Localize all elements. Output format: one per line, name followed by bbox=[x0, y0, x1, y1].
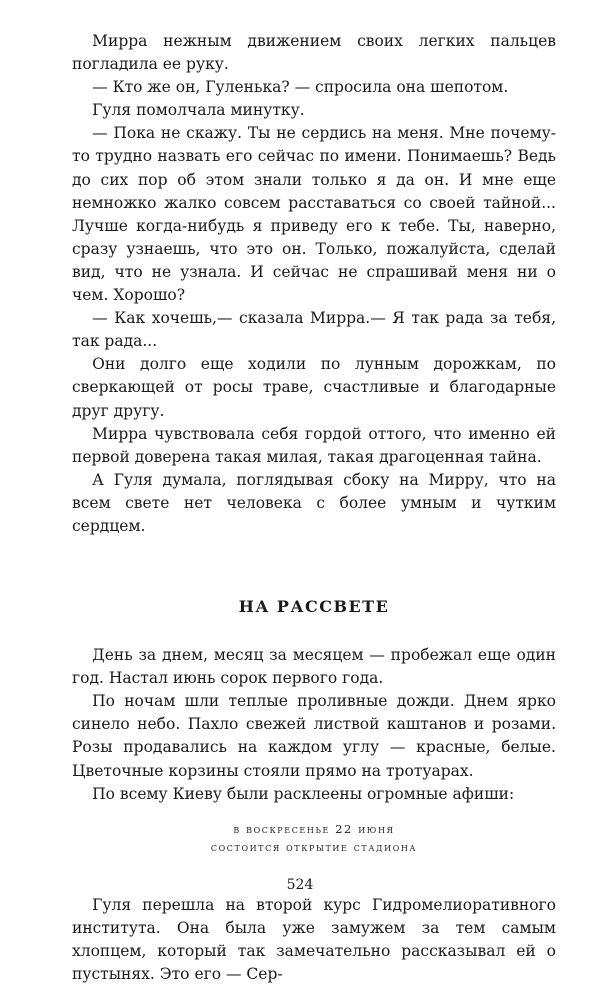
poster-line: в воскресенье 22 июня bbox=[233, 821, 395, 836]
poster-line: состоится открытие стадиона bbox=[210, 839, 418, 854]
paragraph: А Гуля думала, поглядывая сбоку на Мирру, что на всем свете нет человека с более умным и чутким сердцем. bbox=[72, 470, 556, 535]
book-page bbox=[72, 30, 556, 986]
paragraph: День за днем, месяц за месяцем — пробежал еще один год. Настал июнь сорок первого года. bbox=[72, 646, 556, 688]
paragraph: По ночам шли теплые проливные дожди. Днем ярко синело небо. Пахло свежей листвой каштанов и розами. Розы продавались на каждом углу — красные, белые. Цветочные корзины стояли прямо на тротуарах. bbox=[72, 692, 556, 780]
chapter-title: НА РАССВЕТЕ bbox=[238, 597, 390, 617]
paragraph: Мирра нежным движением своих легких пальцев погладила ее руку. bbox=[72, 32, 556, 74]
chapter-body bbox=[72, 644, 556, 986]
paragraph: Мирра чувствовала себя гордой оттого, что именно ей первой доверена такая милая, такая драгоценная тайна. bbox=[72, 424, 556, 466]
paragraph: — Кто же он, Гуленька? — спросила она шепотом. bbox=[92, 78, 509, 97]
top-section bbox=[72, 30, 556, 538]
paragraph: Гуля перешла на второй курс Гидромелиоративного института. Она была уже замужем за тем самым хлопцем, который так замечательно рассказывал ей о пустынях. Это его — Сер- bbox=[72, 895, 556, 983]
paragraph: Они долго еще ходили по лунным дорожкам, по сверкающей от росы траве, счастливые и благодарные друг другу. bbox=[72, 355, 556, 420]
paragraph: — Пока не скажу. Ты не сердись на меня. Мне почему-то трудно назвать его сейчас по имени. Понимаешь? Ведь до сих пор об этом знали только я да он. И мне еще немножко жалко совсем расставаться со своей тайной... Лучше когда-нибудь я приведу его к тебе. Ты, наверно, сразу узнаешь, что это он. Только, пожалуйста, сделай вид, что не узнала. И сейчас не спрашивай меня ни о чем. Хорошо? bbox=[72, 124, 556, 305]
paragraph: Гуля помолчала минутку. bbox=[92, 101, 305, 120]
paragraph: — Как хочешь,— сказала Мирра.— Я так рада за тебя, так рада... bbox=[72, 309, 556, 351]
page-number: 524 bbox=[286, 877, 314, 893]
paragraph: По всему Киеву были расклеены огромные афиши: bbox=[92, 784, 515, 803]
poster-announcement bbox=[72, 820, 556, 856]
